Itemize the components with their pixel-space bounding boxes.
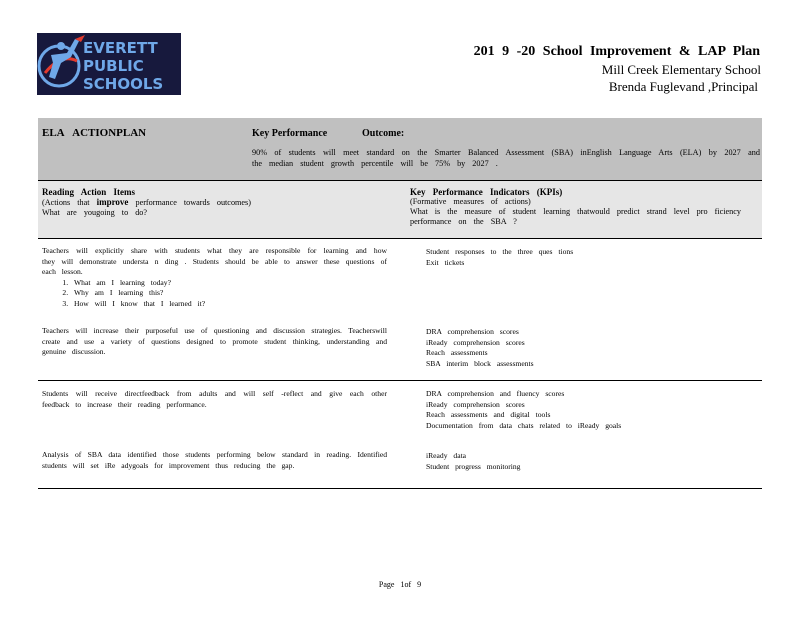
checkbox-icon (410, 359, 426, 370)
checkbox-icon (410, 338, 426, 349)
outcome-label: Outcome: (362, 128, 405, 139)
question-item: 2. Why am I learning this? (74, 288, 387, 299)
action-item (42, 246, 387, 309)
checkbox-icon (410, 327, 426, 338)
action-item (42, 326, 387, 358)
school-name: Mill Creek Elementary School (601, 62, 761, 77)
checkbox-icon (410, 410, 426, 421)
checkbox-icon (410, 421, 426, 432)
kpi-item: DRA comprehension scores (426, 327, 519, 336)
kpi-item: iReady data (426, 451, 467, 460)
action-item-text: Analysis of SBA data identified those students performing below standard in reading. Identified students will set iRe adygoals for improvement thus reducing the gap. (42, 450, 387, 470)
kpi-item: DRA comprehension and fluency scores (426, 389, 565, 398)
checkbox-icon (410, 400, 426, 411)
outcome-text: 90% of students will meet standard on the Smarter Balanced Assessment (SBA) inEnglish Language Arts (ELA) by 2027 and the median student growth percentile will be 75% by 2027 . (252, 148, 760, 168)
kpi-list (410, 327, 760, 369)
district-logo (37, 33, 181, 95)
action-items-sub-c: performance towards outcomes) (135, 198, 251, 207)
kpi-subtitle: (Formative measures of actions) (410, 197, 531, 206)
kpi-question: What is the measure of student learning thatwould predict strand level pro ficiency performance on the SBA ? (410, 207, 742, 226)
kpi-item: Reach assessments (426, 348, 488, 357)
kpi-item: Exit tickets (426, 257, 465, 267)
kpi-item: Student progress monitoring (426, 461, 521, 471)
kpi-item: Student responses to the three ques tions (426, 247, 574, 256)
page-number: Page 1of 9 (378, 580, 422, 589)
action-items-header (42, 187, 372, 218)
kpi-header (410, 187, 760, 227)
action-item (42, 450, 387, 471)
checkbox-icon (410, 389, 426, 400)
action-item-text: Teachers will increase their purposeful use of questioning and discussion strategies. Teacherswill create and use a variety of questions designed to promote student thinking, understanding and genuine discussion. (42, 326, 387, 356)
logo-line3: SCHOOLS (83, 75, 164, 93)
section-divider (38, 380, 762, 381)
action-items-sub-a: (Actions that (42, 198, 90, 207)
plan-title-header: 201 9 -20 School Improvement & LAP Plan (473, 44, 760, 59)
principal-name: Brenda Fuglevand ,Principal (608, 79, 758, 94)
key-performance-label: Key Performance (252, 128, 328, 139)
kpi-item: Reach assessments and digital tools (426, 410, 551, 419)
logo-line2: PUBLIC (83, 57, 144, 75)
logo-line1: EVERETT (83, 39, 158, 57)
question-list (42, 278, 387, 310)
kpi-item: SBA interim block assessments (426, 358, 534, 368)
question-item: 1. What am I learning today? (74, 278, 387, 289)
logo-mark (37, 33, 181, 95)
kpi-list (410, 247, 760, 268)
action-plan-title: ELA ACTIONPLAN (42, 127, 147, 139)
action-items-sub-bold: improve (96, 197, 129, 207)
checkbox-icon (410, 258, 426, 269)
question-item: 3. How will I know that I learned it? (74, 299, 387, 310)
action-items-question: What are yougoing to do? (42, 208, 148, 217)
checkbox-icon (410, 462, 426, 473)
action-items-title: Reading Action Items (42, 187, 135, 197)
checkbox-icon (410, 451, 426, 462)
action-items-subtitle (42, 197, 372, 208)
action-item-text: Teachers will explicitly share with students what they are responsible for learning and how they will demonstrate understa n ding . Students should be able to answer these questions of each lesson. (42, 246, 387, 276)
checkbox-icon (410, 348, 426, 359)
action-item (42, 389, 387, 410)
checkbox-icon (410, 247, 426, 258)
kpi-title: Key Performance Indicators (KPIs) (410, 187, 563, 197)
kpi-item: iReady comprehension scores (426, 399, 525, 409)
kpi-list (410, 451, 760, 472)
kpi-item: iReady comprehension scores (426, 337, 525, 347)
kpi-item: Documentation from data chats related to iReady goals (426, 420, 622, 430)
kpi-list (410, 389, 760, 431)
action-item-text: Students will receive directfeedback from adults and will self -reflect and give each other feedback to increase their reading performance. (42, 389, 387, 409)
section-divider (38, 488, 762, 489)
